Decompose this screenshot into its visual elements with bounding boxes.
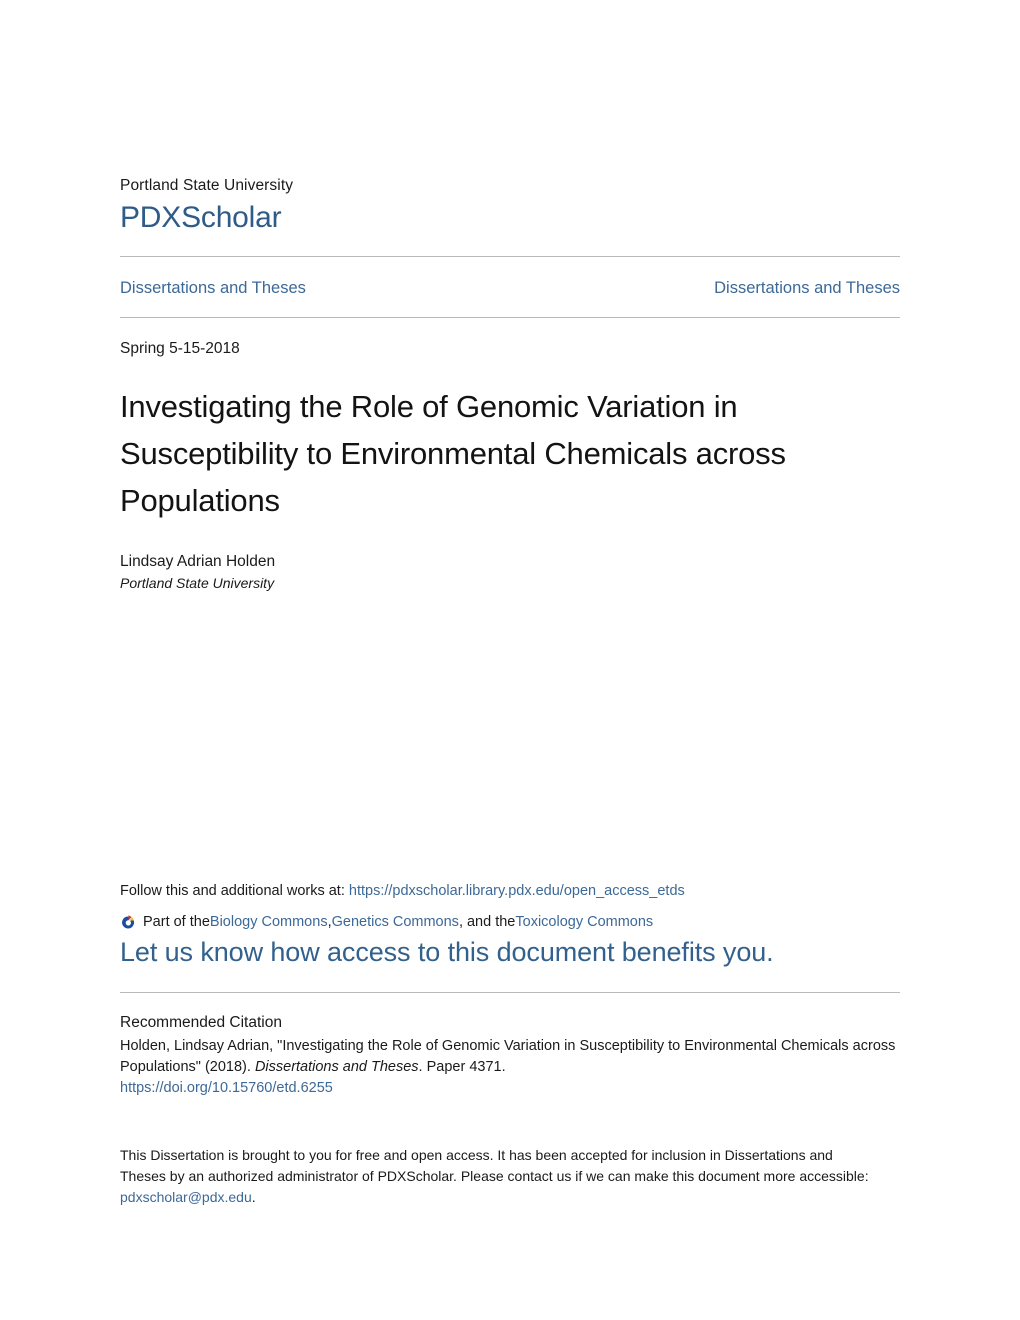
bepress-logo-icon [120,914,137,931]
divider-above-citation [120,992,900,993]
commons-link-biology[interactable]: Biology Commons [209,914,328,930]
author-block [120,551,720,593]
divider-top [120,256,900,257]
follow-block [120,881,900,969]
commons-link-toxicology[interactable]: Toxicology Commons [515,914,654,930]
commons-separator-1: , [327,914,332,930]
footer-note [120,1145,880,1208]
series-link-right[interactable]: Dissertations and Theses [714,279,900,297]
repository-brand: PDXScholar [120,201,282,234]
citation-series-italic: Dissertations and Theses [254,1059,419,1075]
author-affiliation: Portland State University [120,575,275,591]
contact-email-link[interactable]: pdxscholar@pdx.edu [120,1189,252,1205]
open-access-etds-link[interactable]: https://pdxscholar.library.pdx.edu/open_access_etds [348,883,685,899]
university-name: Portland State University [120,177,294,194]
doi-link[interactable]: https://doi.org/10.15760/etd.6255 [120,1080,333,1096]
footer-text-2: . [251,1189,256,1205]
citation-heading: Recommended Citation [120,1014,282,1031]
series-link-left[interactable]: Dissertations and Theses [120,279,306,297]
follow-prefix: Follow this and additional works at: [120,883,349,899]
publication-date: Spring 5-15-2018 [120,340,240,357]
citation-body [120,1036,900,1099]
citation-text-2: . Paper 4371. [418,1059,506,1075]
follow-line [120,881,900,901]
page-title: Investigating the Role of Genomic Variation in Susceptibility to Environmental Chemicals across Populations [120,389,786,518]
author-name: Lindsay Adrian Holden [120,553,276,570]
let-us-know-link[interactable]: Let us know how access to this document benefits you. [120,937,774,967]
commons-link-genetics[interactable]: Genetics Commons [331,914,459,930]
part-of-label: Part of the [143,914,210,930]
commons-line [120,912,900,932]
divider-below-series [120,317,900,318]
commons-separator-2: , and the [458,914,516,930]
citation-block [120,1012,900,1099]
citation-text-1: Holden, Lindsay Adrian, "Investigating the Role of Genomic Variation in Susceptibility to Environmental Chemicals across Populations" (2018). [120,1038,896,1075]
series-row [120,277,900,299]
footer-text-1: This Dissertation is brought to you for free and open access. It has been accepted for inclusion in Dissertations and Theses by an authorized administrator of PDXScholar. Please contact us if we can make this document more accessible: [120,1147,869,1184]
masthead [120,176,900,237]
